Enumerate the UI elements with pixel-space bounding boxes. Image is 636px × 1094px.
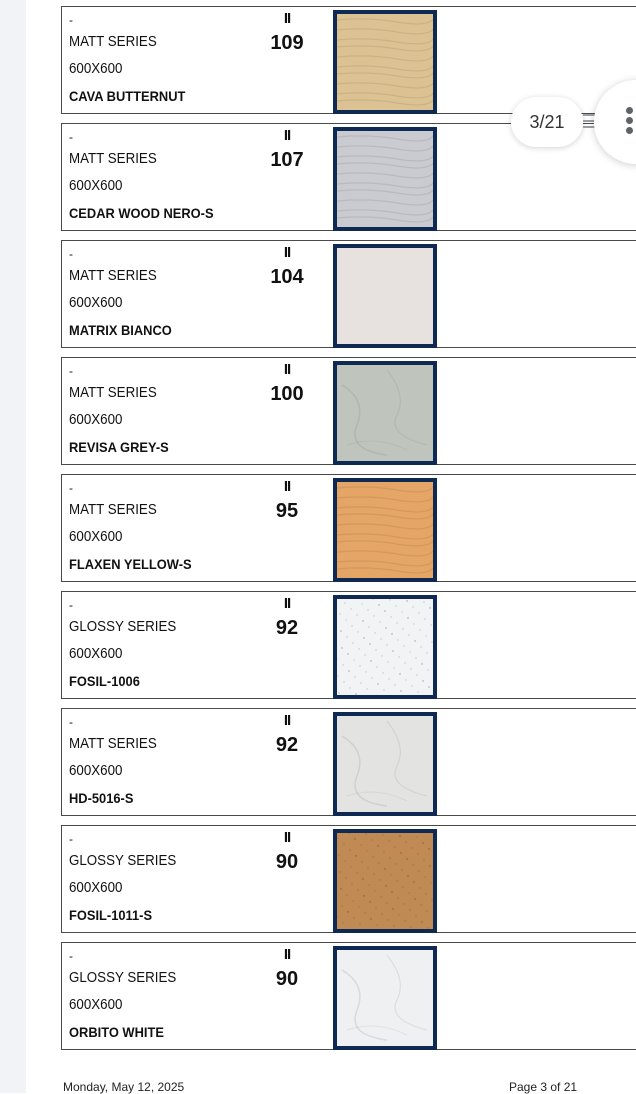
tile-dash: -	[69, 247, 73, 261]
tile-dash: -	[69, 13, 73, 27]
tile-series: GLOSSY SERIES	[69, 970, 177, 986]
tile-grade: II	[283, 361, 291, 378]
tile-swatch-image	[333, 595, 437, 699]
tile-row	[61, 591, 636, 699]
tile-row	[61, 708, 636, 816]
tile-name: REVISA GREY-S	[69, 439, 169, 455]
tile-grade: II	[283, 595, 291, 612]
tile-name: HD-5016-S	[69, 790, 134, 806]
tile-name: CEDAR WOOD NERO-S	[69, 205, 214, 221]
tile-grade: II	[283, 244, 291, 261]
tile-description	[69, 245, 259, 344]
tile-description	[69, 947, 259, 1046]
tile-name: CAVA BUTTERNUT	[69, 88, 186, 104]
tile-name: FLAXEN YELLOW-S	[69, 556, 192, 572]
tile-dash: -	[69, 130, 73, 144]
tile-stock	[257, 126, 317, 172]
tile-size: 600X600	[69, 763, 123, 779]
tile-size: 600X600	[69, 529, 123, 545]
tile-swatch-image	[333, 829, 437, 933]
tile-stock	[257, 711, 317, 757]
tile-dash: -	[69, 949, 73, 963]
tile-row	[61, 825, 636, 933]
tile-dash: -	[69, 598, 73, 612]
footer-date: Monday, May 12, 2025	[63, 1080, 185, 1094]
tile-series: MATT SERIES	[69, 151, 157, 167]
tile-row	[61, 357, 636, 465]
tile-size: 600X600	[69, 880, 123, 896]
tile-description	[69, 128, 259, 227]
tile-swatch-image	[333, 361, 437, 465]
tile-series: MATT SERIES	[69, 34, 157, 50]
tile-swatch-image	[333, 127, 437, 231]
tile-grade: II	[283, 127, 291, 144]
tile-stock	[257, 477, 317, 523]
tile-description	[69, 362, 259, 461]
tile-grade: II	[283, 478, 291, 495]
tile-dash: -	[69, 481, 73, 495]
footer-page-number: Page 3 of 21	[509, 1080, 578, 1094]
tile-description	[69, 830, 259, 929]
tile-stock	[257, 945, 317, 991]
viewer-gutter	[0, 0, 26, 1093]
tile-description	[69, 479, 259, 578]
tile-description	[69, 596, 259, 695]
tile-series: MATT SERIES	[69, 268, 157, 284]
tile-stock	[257, 828, 317, 874]
tile-size: 600X600	[69, 295, 123, 311]
tile-series: MATT SERIES	[69, 385, 157, 401]
tile-row	[61, 474, 636, 582]
tile-quantity: 109	[270, 32, 304, 54]
tile-size: 600X600	[69, 61, 123, 77]
page-indicator[interactable]: 3/21	[511, 97, 583, 147]
tile-stock	[257, 360, 317, 406]
tile-stock	[257, 9, 317, 55]
tile-grade: II	[283, 829, 291, 846]
tile-quantity: 92	[275, 734, 299, 756]
tile-series: GLOSSY SERIES	[69, 853, 177, 869]
tile-stock	[257, 594, 317, 640]
tile-series: MATT SERIES	[69, 502, 157, 518]
tile-quantity: 100	[270, 383, 304, 405]
tile-quantity: 95	[275, 500, 299, 522]
tile-row	[61, 942, 636, 1050]
tile-dash: -	[69, 715, 73, 729]
tile-series: MATT SERIES	[69, 736, 157, 752]
tile-name: MATRIX BIANCO	[69, 322, 172, 338]
tile-quantity: 107	[270, 149, 304, 171]
tile-quantity: 92	[275, 617, 299, 639]
tile-dash: -	[69, 364, 73, 378]
tile-description	[69, 11, 259, 110]
tile-grade: II	[283, 946, 291, 963]
tile-name: FOSIL-1006	[69, 673, 140, 689]
tile-size: 600X600	[69, 646, 123, 662]
tile-quantity: 104	[270, 266, 304, 288]
tile-size: 600X600	[69, 178, 123, 194]
tile-grade: II	[283, 10, 291, 27]
tile-quantity: 90	[275, 968, 299, 990]
tile-name: FOSIL-1011-S	[69, 907, 153, 923]
tile-grade: II	[283, 712, 291, 729]
tile-description	[69, 713, 259, 812]
tile-name: ORBITO WHITE	[69, 1024, 164, 1040]
tile-quantity: 90	[275, 851, 299, 873]
tile-stock	[257, 243, 317, 289]
tile-dash: -	[69, 832, 73, 846]
tile-swatch-image	[333, 712, 437, 816]
tile-size: 600X600	[69, 412, 123, 428]
tile-swatch-image	[333, 946, 437, 1050]
tile-swatch-image	[333, 478, 437, 582]
tile-swatch-image	[333, 10, 437, 114]
tile-size: 600X600	[69, 997, 123, 1013]
more-vert-icon	[626, 107, 634, 137]
tile-swatch-image	[333, 244, 437, 348]
tile-stock-list	[61, 6, 636, 1059]
tile-series: GLOSSY SERIES	[69, 619, 177, 635]
tile-row	[61, 240, 636, 348]
